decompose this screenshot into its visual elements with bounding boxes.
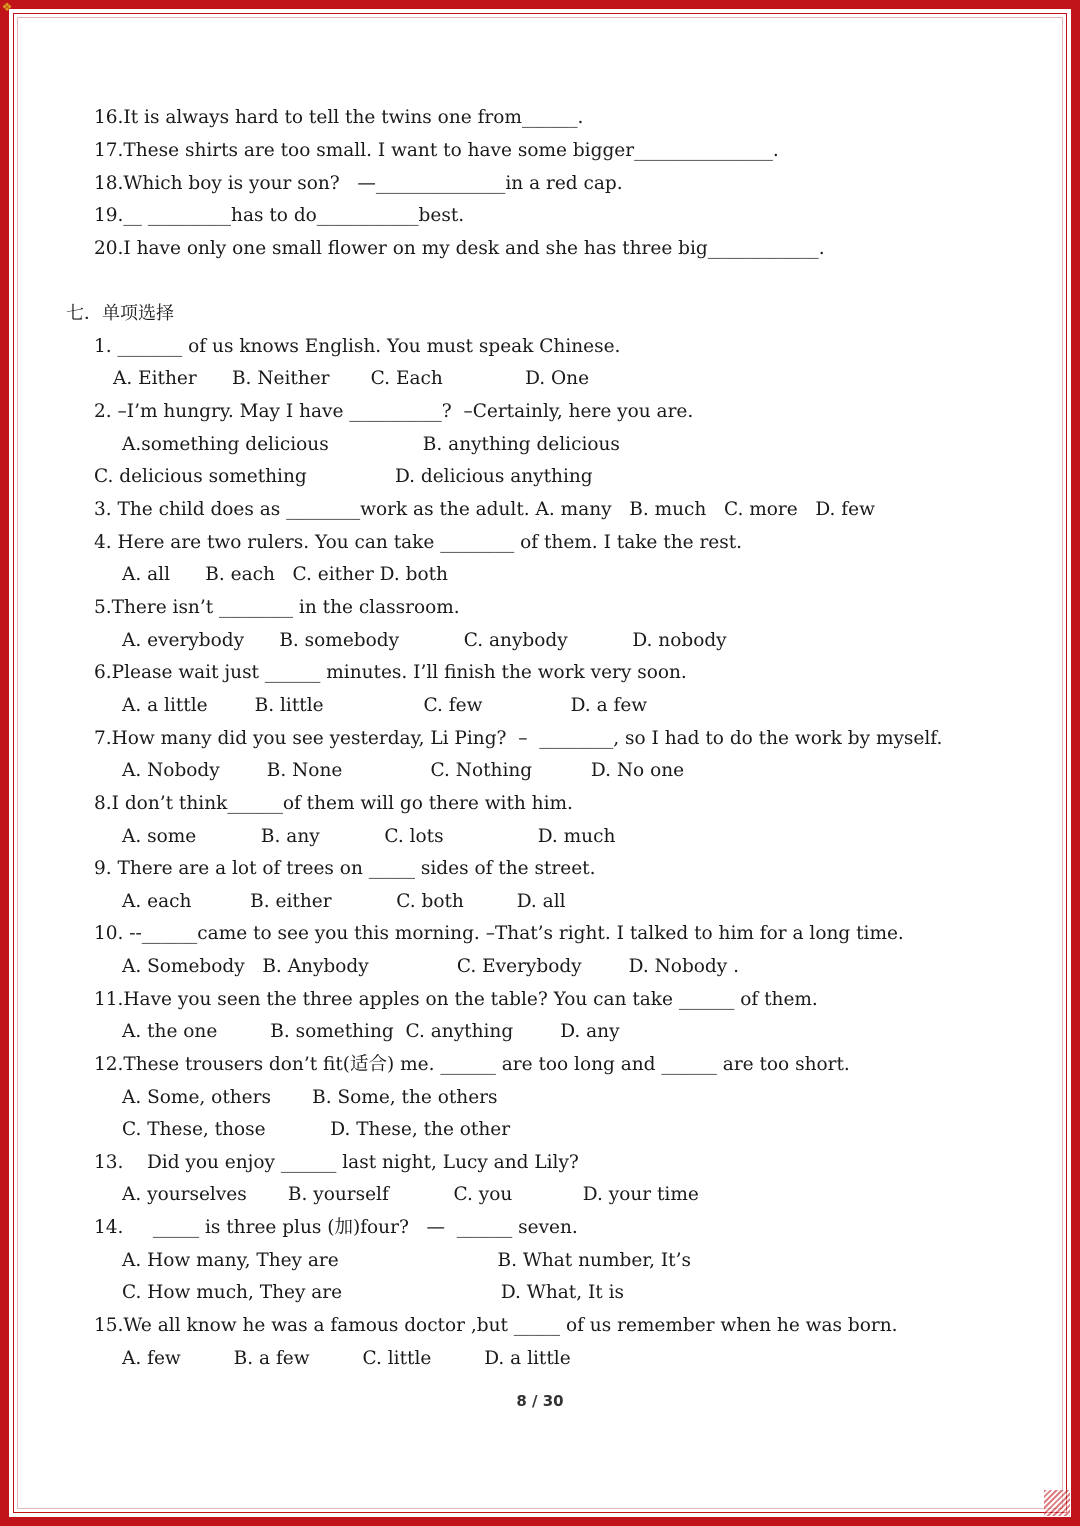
mc-options: C. delicious something D. delicious anything bbox=[94, 466, 593, 487]
mc-options: A. few B. a few C. little D. a little bbox=[122, 1348, 571, 1369]
page-number: 8 / 30 bbox=[516, 1392, 564, 1410]
question-16: 16.It is always hard to tell the twins one from______. bbox=[94, 107, 584, 128]
mc-options: A. each B. either C. both D. all bbox=[122, 891, 566, 912]
mc-question: 10. --______came to see you this morning. –That’s right. I talked to him for a long time. bbox=[94, 923, 904, 944]
mc-question: 12.These trousers don’t fit(适合) me. ______ are too long and ______ are too short. bbox=[94, 1054, 850, 1075]
mc-question: 1. _______ of us knows English. You must speak Chinese. bbox=[94, 336, 621, 357]
mc-options: A. a little B. little C. few D. a few bbox=[122, 695, 648, 716]
mc-options: A. Either B. Neither C. Each D. One bbox=[113, 368, 590, 389]
question-19: 19.__ _________has to do___________best. bbox=[94, 205, 465, 226]
mc-options: A. Some, others B. Some, the others bbox=[122, 1087, 498, 1108]
question-17: 17.These shirts are too small. I want to have some bigger_______________. bbox=[94, 140, 779, 161]
mc-question: 7.How many did you see yesterday, Li Ping? – ________, so I had to do the work by myself. bbox=[94, 728, 943, 749]
mc-question: 11.Have you seen the three apples on the table? You can take ______ of them. bbox=[94, 989, 818, 1010]
mc-options: A. How many, They are B. What number, It’s bbox=[122, 1250, 691, 1271]
mc-options: A. yourselves B. yourself C. you D. your time bbox=[122, 1184, 699, 1205]
mc-question: 3. The child does as ________work as the adult. A. many B. much C. more D. few bbox=[94, 499, 875, 520]
mc-options: C. How much, They are D. What, It is bbox=[122, 1282, 624, 1303]
mc-options: A. Nobody B. None C. Nothing D. No one bbox=[122, 760, 685, 781]
mc-question: 5.There isn’t ________ in the classroom. bbox=[94, 597, 460, 618]
mc-options: A. Somebody B. Anybody C. Everybody D. Nobody . bbox=[122, 956, 739, 977]
mc-options: C. These, those D. These, the other bbox=[122, 1119, 511, 1140]
section-title: 七．单项选择 bbox=[66, 303, 174, 324]
mc-options: A.something delicious B. anything delicious bbox=[122, 434, 620, 455]
mc-question: 15.We all know he was a famous doctor ,but _____ of us remember when he was born. bbox=[94, 1315, 898, 1336]
mc-options: A. all B. each C. either D. both bbox=[122, 564, 448, 585]
ornament-icon: ❖ bbox=[1, 0, 13, 14]
question-20: 20.I have only one small flower on my desk and she has three big____________. bbox=[94, 238, 825, 259]
mc-question: 9. There are a lot of trees on _____ sides of the street. bbox=[94, 858, 596, 879]
question-18: 18.Which boy is your son? —______________in a red cap. bbox=[94, 173, 623, 194]
mc-options: A. some B. any C. lots D. much bbox=[122, 826, 616, 847]
mc-question: 14. _____ is three plus (加)four? — ______ seven. bbox=[94, 1217, 578, 1238]
mc-question: 4. Here are two rulers. You can take ________ of them. I take the rest. bbox=[94, 532, 743, 553]
mc-question: 8.I don’t think______of them will go there with him. bbox=[94, 793, 573, 814]
mc-question: 13. Did you enjoy ______ last night, Lucy and Lily? bbox=[94, 1152, 579, 1173]
mc-options: A. everybody B. somebody C. anybody D. nobody bbox=[122, 630, 727, 651]
mc-question: 6.Please wait just ______ minutes. I’ll finish the work very soon. bbox=[94, 662, 687, 683]
mc-question: 2. –I’m hungry. May I have __________? –Certainly, here you are. bbox=[94, 401, 694, 422]
mc-options: A. the one B. something C. anything D. any bbox=[122, 1021, 620, 1042]
